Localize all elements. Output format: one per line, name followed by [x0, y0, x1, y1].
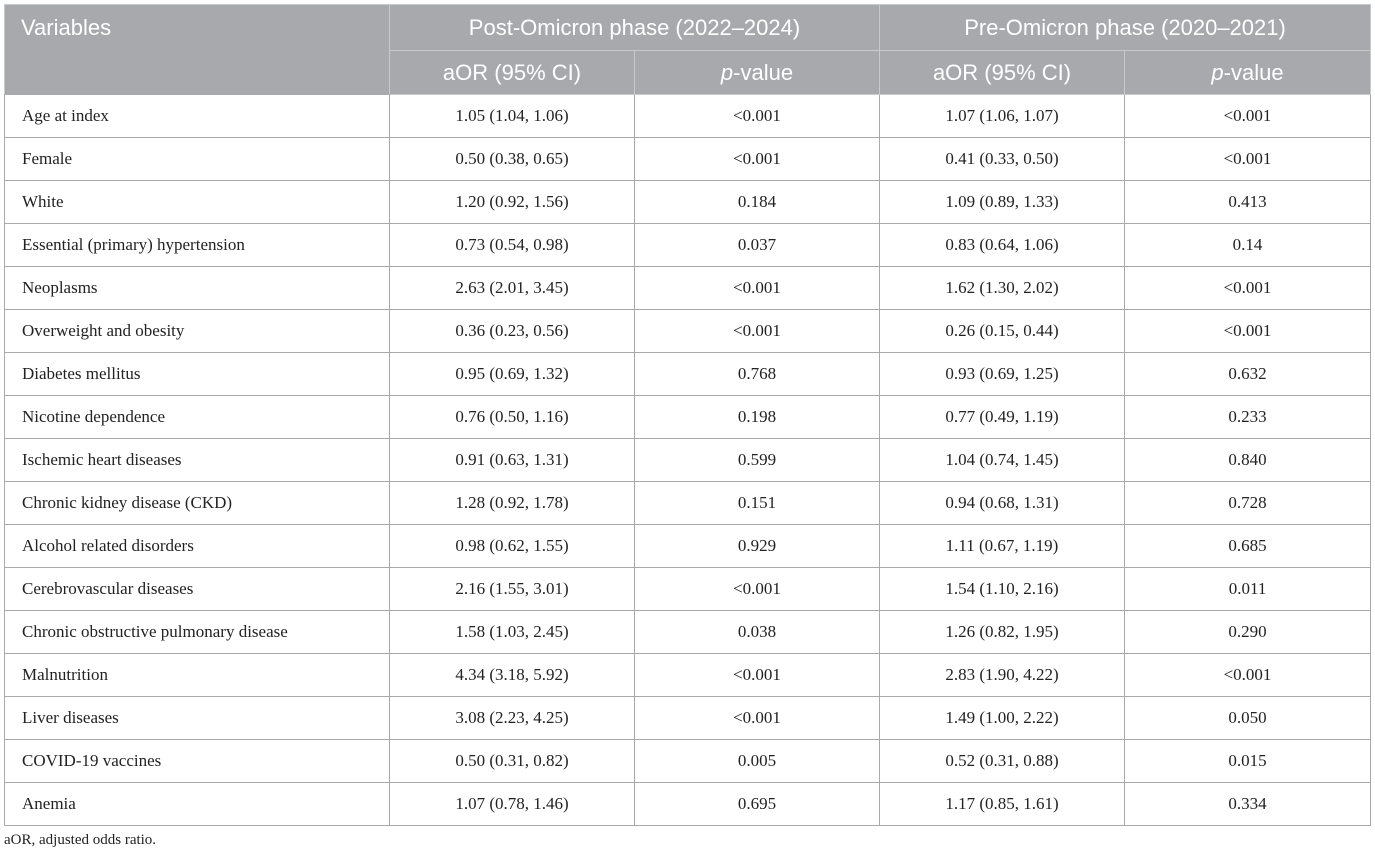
table-row — [5, 654, 1371, 697]
pre-p-cell: 0.290 — [1125, 611, 1371, 654]
variable-cell: Liver diseases — [5, 697, 390, 740]
post-aor-cell: 0.95 (0.69, 1.32) — [390, 353, 635, 396]
post-p-cell: <0.001 — [635, 568, 880, 611]
post-aor-cell: 0.98 (0.62, 1.55) — [390, 525, 635, 568]
post-p-value-header — [635, 51, 880, 95]
p-italic: p — [1211, 59, 1224, 85]
pre-aor-cell: 0.41 (0.33, 0.50) — [880, 138, 1125, 181]
post-aor-cell: 0.73 (0.54, 0.98) — [390, 224, 635, 267]
pre-aor-cell: 1.09 (0.89, 1.33) — [880, 181, 1125, 224]
pre-aor-cell: 0.52 (0.31, 0.88) — [880, 740, 1125, 783]
pre-aor-cell: 1.04 (0.74, 1.45) — [880, 439, 1125, 482]
variable-cell: Neoplasms — [5, 267, 390, 310]
post-aor-cell: 1.28 (0.92, 1.78) — [390, 482, 635, 525]
pre-p-cell: 0.011 — [1125, 568, 1371, 611]
post-p-cell: 0.929 — [635, 525, 880, 568]
pre-aor-cell: 0.77 (0.49, 1.19) — [880, 396, 1125, 439]
post-aor-header: aOR (95% CI) — [390, 51, 635, 95]
pre-aor-cell: 1.49 (1.00, 2.22) — [880, 697, 1125, 740]
post-p-cell: 0.599 — [635, 439, 880, 482]
variable-cell: COVID-19 vaccines — [5, 740, 390, 783]
post-aor-cell: 1.05 (1.04, 1.06) — [390, 95, 635, 138]
post-p-cell: <0.001 — [635, 138, 880, 181]
pre-aor-cell: 1.62 (1.30, 2.02) — [880, 267, 1125, 310]
pre-p-value-header — [1125, 51, 1371, 95]
variable-cell: Female — [5, 138, 390, 181]
post-p-cell: <0.001 — [635, 267, 880, 310]
variable-cell: Chronic kidney disease (CKD) — [5, 482, 390, 525]
pre-aor-cell: 0.83 (0.64, 1.06) — [880, 224, 1125, 267]
table-row — [5, 525, 1371, 568]
pre-p-cell: 0.015 — [1125, 740, 1371, 783]
pre-aor-cell: 1.26 (0.82, 1.95) — [880, 611, 1125, 654]
table-body — [5, 95, 1371, 826]
post-aor-cell: 0.50 (0.31, 0.82) — [390, 740, 635, 783]
pre-aor-cell: 1.07 (1.06, 1.07) — [880, 95, 1125, 138]
post-p-cell: 0.768 — [635, 353, 880, 396]
variable-cell: Malnutrition — [5, 654, 390, 697]
post-p-cell: 0.037 — [635, 224, 880, 267]
pre-p-cell: <0.001 — [1125, 138, 1371, 181]
pre-aor-cell: 2.83 (1.90, 4.22) — [880, 654, 1125, 697]
post-aor-cell: 0.36 (0.23, 0.56) — [390, 310, 635, 353]
pre-p-cell: 0.413 — [1125, 181, 1371, 224]
post-aor-cell: 3.08 (2.23, 4.25) — [390, 697, 635, 740]
variable-cell: Essential (primary) hypertension — [5, 224, 390, 267]
table-row — [5, 181, 1371, 224]
pre-p-cell: 0.632 — [1125, 353, 1371, 396]
table-row — [5, 740, 1371, 783]
pre-aor-cell: 0.26 (0.15, 0.44) — [880, 310, 1125, 353]
results-table-container — [4, 4, 1370, 826]
variable-cell: Ischemic heart diseases — [5, 439, 390, 482]
table-row — [5, 95, 1371, 138]
pre-p-cell: <0.001 — [1125, 654, 1371, 697]
post-aor-cell: 0.50 (0.38, 0.65) — [390, 138, 635, 181]
pre-omicron-header: Pre-Omicron phase (2020–2021) — [880, 5, 1371, 51]
table-row — [5, 396, 1371, 439]
table-footnote: aOR, adjusted odds ratio. — [4, 832, 157, 848]
pre-aor-cell: 1.17 (0.85, 1.61) — [880, 783, 1125, 826]
header-row-groups — [5, 5, 1371, 51]
post-p-cell: 0.184 — [635, 181, 880, 224]
post-p-cell: <0.001 — [635, 654, 880, 697]
variable-cell: Overweight and obesity — [5, 310, 390, 353]
pre-p-cell: 0.685 — [1125, 525, 1371, 568]
p-italic: p — [720, 59, 734, 85]
p-value-suffix: -value — [1223, 59, 1284, 85]
table-row — [5, 568, 1371, 611]
p-value-suffix: -value — [733, 59, 794, 85]
table-row — [5, 138, 1371, 181]
variables-header: Variables — [5, 5, 390, 95]
post-aor-cell: 1.58 (1.03, 2.45) — [390, 611, 635, 654]
post-p-cell: 0.005 — [635, 740, 880, 783]
table-row — [5, 783, 1371, 826]
pre-p-cell: 0.728 — [1125, 482, 1371, 525]
post-p-cell: 0.198 — [635, 396, 880, 439]
pre-p-cell: <0.001 — [1125, 95, 1371, 138]
table-row — [5, 353, 1371, 396]
post-aor-cell: 1.07 (0.78, 1.46) — [390, 783, 635, 826]
pre-aor-cell: 0.94 (0.68, 1.31) — [880, 482, 1125, 525]
table-row — [5, 224, 1371, 267]
post-aor-cell: 2.16 (1.55, 3.01) — [390, 568, 635, 611]
table-row — [5, 439, 1371, 482]
pre-p-cell: 0.334 — [1125, 783, 1371, 826]
pre-aor-cell: 0.93 (0.69, 1.25) — [880, 353, 1125, 396]
pre-aor-cell: 1.54 (1.10, 2.16) — [880, 568, 1125, 611]
variable-cell: Chronic obstructive pulmonary disease — [5, 611, 390, 654]
pre-aor-header: aOR (95% CI) — [880, 51, 1125, 95]
variable-cell: Anemia — [5, 783, 390, 826]
post-p-cell: <0.001 — [635, 310, 880, 353]
results-table — [4, 4, 1371, 826]
pre-p-cell: 0.14 — [1125, 224, 1371, 267]
table-row — [5, 310, 1371, 353]
post-aor-cell: 0.91 (0.63, 1.31) — [390, 439, 635, 482]
post-aor-cell: 1.20 (0.92, 1.56) — [390, 181, 635, 224]
variable-cell: Age at index — [5, 95, 390, 138]
post-omicron-header: Post-Omicron phase (2022–2024) — [390, 5, 880, 51]
pre-p-cell: 0.233 — [1125, 396, 1371, 439]
pre-p-cell: <0.001 — [1125, 267, 1371, 310]
post-p-cell: 0.151 — [635, 482, 880, 525]
post-p-cell: <0.001 — [635, 697, 880, 740]
pre-p-cell: 0.840 — [1125, 439, 1371, 482]
post-aor-cell: 4.34 (3.18, 5.92) — [390, 654, 635, 697]
post-aor-cell: 0.76 (0.50, 1.16) — [390, 396, 635, 439]
table-header — [5, 5, 1371, 95]
post-aor-cell: 2.63 (2.01, 3.45) — [390, 267, 635, 310]
variable-cell: White — [5, 181, 390, 224]
pre-p-cell: 0.050 — [1125, 697, 1371, 740]
post-p-cell: 0.695 — [635, 783, 880, 826]
variable-cell: Nicotine dependence — [5, 396, 390, 439]
table-row — [5, 267, 1371, 310]
post-p-cell: <0.001 — [635, 95, 880, 138]
post-p-cell: 0.038 — [635, 611, 880, 654]
variable-cell: Diabetes mellitus — [5, 353, 390, 396]
variable-cell: Cerebrovascular diseases — [5, 568, 390, 611]
pre-p-cell: <0.001 — [1125, 310, 1371, 353]
pre-aor-cell: 1.11 (0.67, 1.19) — [880, 525, 1125, 568]
table-row — [5, 482, 1371, 525]
variable-cell: Alcohol related disorders — [5, 525, 390, 568]
table-row — [5, 697, 1371, 740]
table-row — [5, 611, 1371, 654]
